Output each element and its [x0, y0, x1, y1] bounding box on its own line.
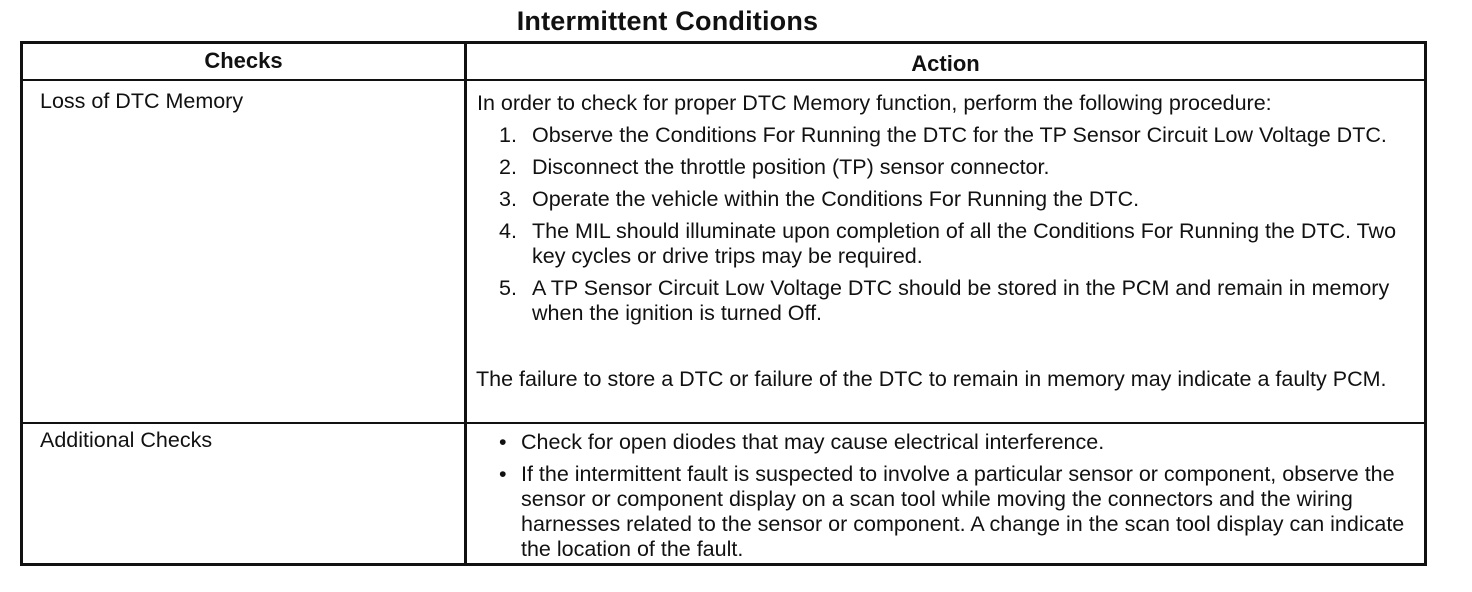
- additional-checks-list: [497, 430, 1427, 562]
- procedure-steps: [499, 123, 1429, 326]
- procedure-footer-note: The failure to store a DTC or failure of the DTC to remain in memory may indicate a faulty PCM.: [476, 367, 1387, 391]
- header-divider: [23, 79, 1424, 81]
- header-action: Action: [911, 51, 980, 76]
- check-label-loss-of-dtc-memory: Loss of DTC Memory: [40, 89, 244, 113]
- document-title: Intermittent Conditions: [516, 6, 819, 36]
- list-item: • If the intermittent fault is suspected to involve a particular sensor or component, observe the sensor or component display on a scan tool while moving the connectors and the wiring harnesses related to the sensor or component. A change in the scan tool display can indicate the location of the fault.: [499, 462, 1405, 561]
- procedure-step: 4. The MIL should illuminate upon completion of all the Conditions For Running the DTC. Two key cycles or drive trips may be required.: [499, 219, 1397, 268]
- intermittent-conditions-table: [20, 41, 1427, 566]
- list-item: • Check for open diodes that may cause electrical interference.: [499, 430, 1105, 454]
- procedure-intro: In order to check for proper DTC Memory function, perform the following procedure:: [477, 91, 1272, 115]
- check-label-additional-checks: Additional Checks: [40, 428, 213, 452]
- procedure-step: 5. A TP Sensor Circuit Low Voltage DTC should be stored in the PCM and remain in memory when the ignition is turned Off.: [499, 276, 1390, 325]
- column-divider: [464, 44, 467, 563]
- header-checks: Checks: [204, 48, 283, 73]
- row-divider: [23, 422, 1424, 424]
- procedure-step: 2. Disconnect the throttle position (TP) sensor connector.: [499, 155, 1050, 179]
- procedure-step: 1. Observe the Conditions For Running the DTC for the TP Sensor Circuit Low Voltage DTC.: [499, 123, 1387, 147]
- procedure-step: 3. Operate the vehicle within the Conditions For Running the DTC.: [499, 187, 1140, 211]
